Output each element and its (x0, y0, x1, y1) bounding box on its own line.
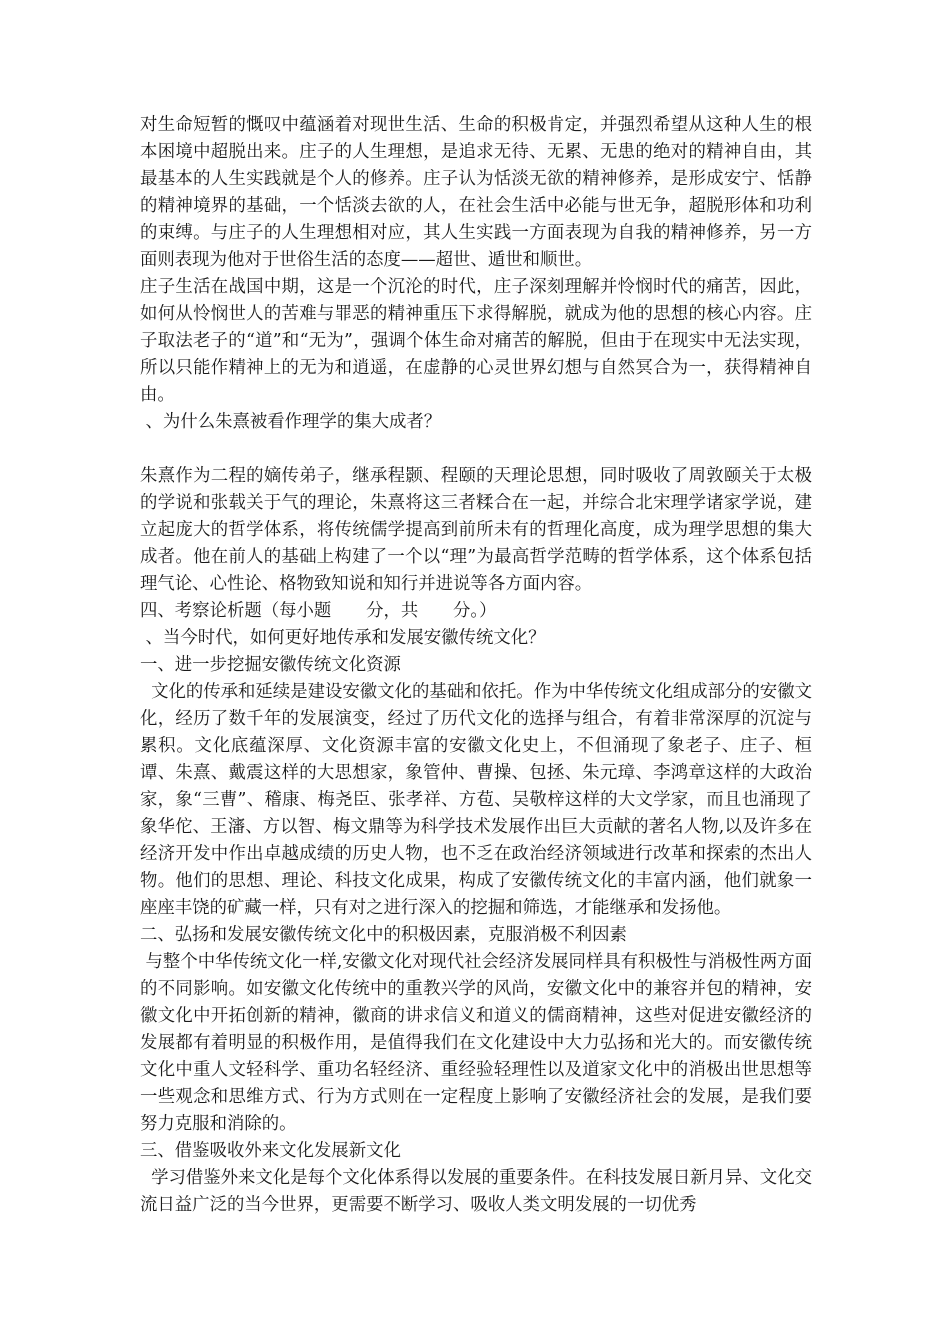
question-anhui-culture: 、当今时代，如何更好地传承和发展安徽传统文化？ (140, 628, 546, 648)
paragraph-subheading-3-body: 学习借鉴外来文化是每个文化体系得以发展的重要条件。在科技发展日新月异、文化交流日益广泛的当今世界，更需要不断学习、吸收人类文明发展的一切优秀 (140, 1168, 812, 1215)
paragraph-zhuxi-answer: 朱熹作为二程的嫡传弟子，继承程颢、程颐的天理论思想，同时吸收了周敦颐关于太极的学说和张载关于气的理论，朱熹将这三者糅合在一起，并综合北宋理学诸家学说，建立起庞大的哲学体系，将传统儒学提高到前所未有的哲理化高度，成为理学思想的集大成者。他在前人的基础上构建了一个以“理”为最高哲学范畴的哲学体系，这个体系包括理气论、心性论、格物致知说和知行并进说等各方面内容。 (140, 466, 812, 594)
blank-line (140, 436, 812, 463)
paragraph-subheading-1-body: 文化的传承和延续是建设安徽文化的基础和依托。作为中华传统文化组成部分的安徽文化，经历了数千年的发展演变，经过了历代文化的选择与组合，有着非常深厚的沉淀与累积。文化底蕴深厚、文化资源丰富的安徽文化史上，不但涌现了象老子、庄子、桓谭、朱熹、戴震这样的大思想家，象管仲、曹操、包拯、朱元璋、李鸿章这样的大政治家，象“三曹”、稽康、梅尧臣、张孝祥、方苞、吴敬梓这样的大文学家，而且也涌现了象华佗、王瀋、方以智、梅文鼎等为科学技术发展作出巨大贡献的著名人物,以及许多在经济开发中作出卓越成绩的历史人物，也不乏在政治经济领域进行改革和探索的杰出人物。他们的思想、理论、科技文化成果，构成了安徽传统文化的丰富内涵，他们就象一座座丰饶的矿藏一样，只有对之进行深入的挖掘和筛选，才能继承和发扬他。 (140, 682, 812, 918)
subheading-2: 二、弘扬和发展安徽传统文化中的积极因素，克服消极不利因素 (140, 925, 627, 945)
subheading-3: 三、借鉴吸收外来文化发展新文化 (140, 1141, 401, 1161)
paragraph-subheading-2-body: 与整个中华传统文化一样,安徽文化对现代社会经济发展同样具有积极性与消极性两方面的不同影响。如安徽文化传统中的重教兴学的风尚，安徽文化中的兼容并包的精神，安徽文化中开拓创新的精神，徽商的讲求信义和道义的儒商精神，这些对促进安徽经济的发展都有着明显的积极作用，是值得我们在文化建设中大力弘扬和光大的。而安徽传统文化中重人文轻科学、重功名轻经济、重经验轻理性以及道家文化中的消极出世思想等一些观念和思维方式、行为方式则在一定程度上影响了安徽经济社会的发展，是我们要努力克服和消除的。 (140, 952, 812, 1134)
document-body (140, 112, 812, 1219)
paragraph-zhuangzi-ideal: 对生命短暂的慨叹中蕴涵着对现世生活、生命的积极肯定，并强烈希望从这种人生的根本困境中超脱出来。庄子的人生理想，是追求无待、无累、无患的绝对的精神自由，其最基本的人生实践就是个人的修养。庄子认为恬淡无欲的精神修养，是形成安宁、恬静的精神境界的基础，一个恬淡去欲的人，在社会生活中必能与世无争，超脱形体和功利的束缚。与庄子的人生理想相对应，其人生实践一方面表现为自我的精神修养，另一方面则表现为他对于世俗生活的态度——超世、遁世和顺世。 (140, 115, 812, 270)
subheading-1: 一、进一步挖掘安徽传统文化资源 (140, 655, 401, 675)
question-zhuxi: 、为什么朱熹被看作理学的集大成者？ (140, 412, 442, 432)
section-heading-4: 四、考察论析题（每小题 分，共 分。） (140, 601, 497, 621)
paragraph-zhuangzi-era: 庄子生活在战国中期，这是一个沉沦的时代，庄子深刻理解并怜悯时代的痛苦，因此，如何从怜悯世人的苦难与罪恶的精神重压下求得解脱，就成为他的思想的核心内容。庄子取法老子的“道”和“无为”，强调个体生命对痛苦的解脱，但由于在现实中无法实现，所以只能作精神上的无为和逍遥，在虚静的心灵世界幻想与自然冥合为一，获得精神自由。 (140, 277, 812, 405)
